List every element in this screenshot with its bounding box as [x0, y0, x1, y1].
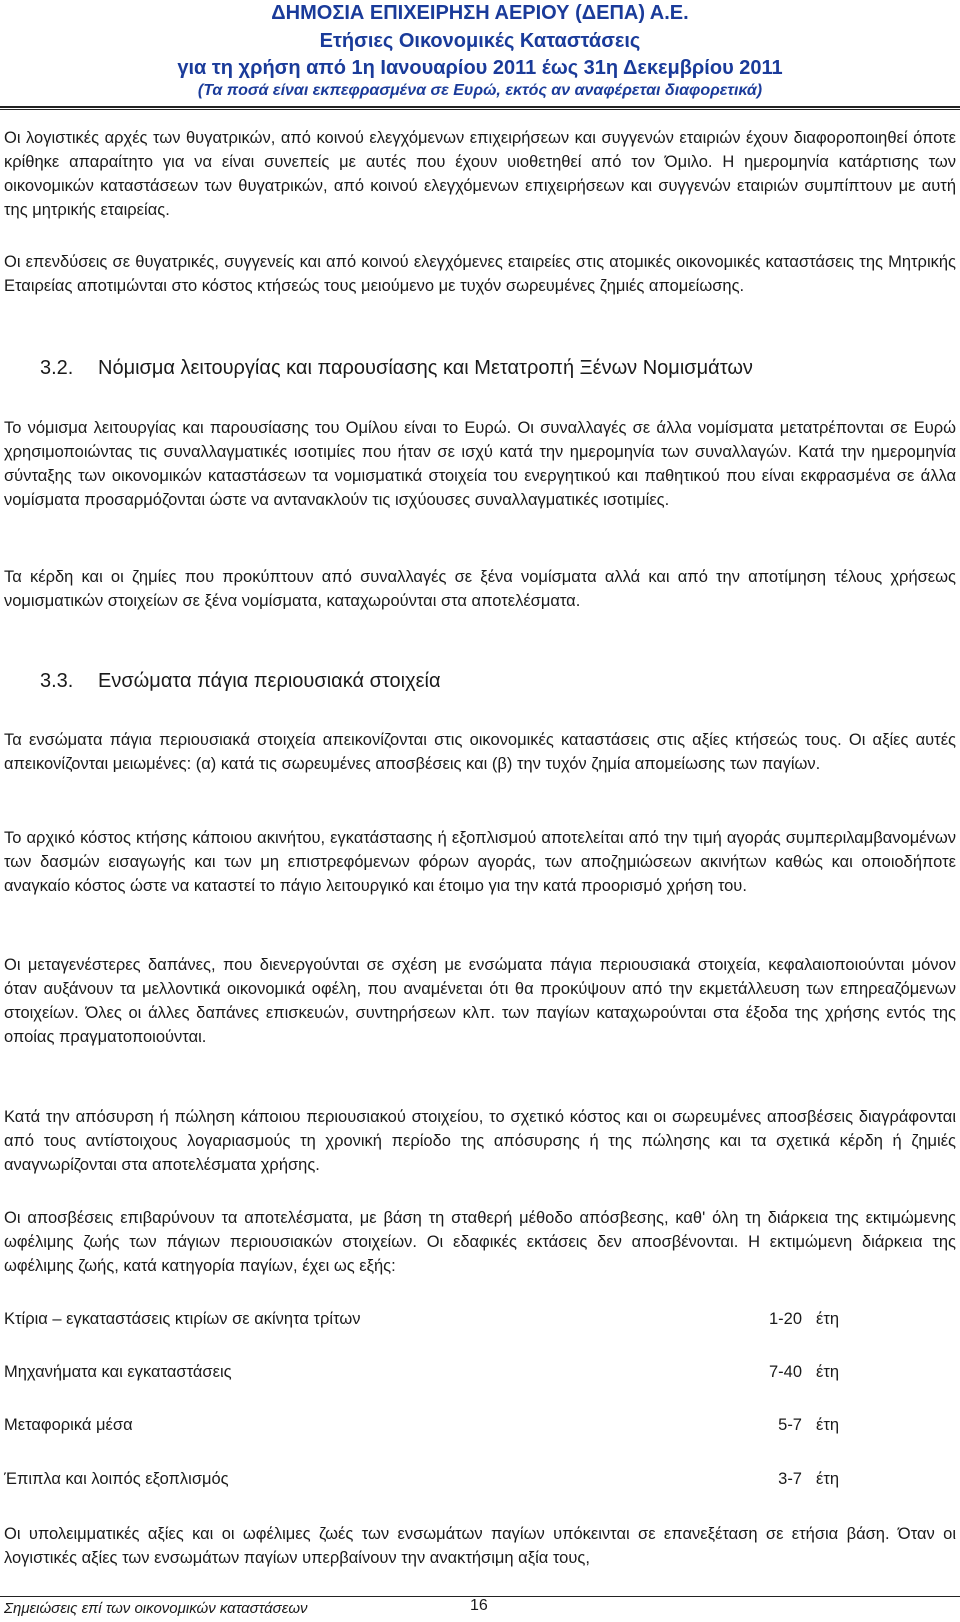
asset-category: Μηχανήματα και εγκαταστάσεις	[4, 1363, 232, 1381]
paragraph-functional-currency: Το νόμισμα λειτουργίας και παρουσίασης του Ομίλου είναι το Ευρώ. Οι συναλλαγές σε άλλα νομίσματα μετατρέπονται σε Ευρώ χρησιμοποιώντας τις συναλλαγματικές ισοτιμίες που ήταν σε ισχύ κατά την ημερομηνία των συναλλαγών. Κατά την ημερομηνία σύνταξης των οικονομικών καταστάσεων τα νομισματικά στοιχεία του ενεργητικού και παθητικού που είναι εκφρασμένα σε άλλα νομίσματα προσαρμόζονται ώστε να αντανακλούν τις ισχύουσες συναλλαγματικές ισοτιμίες.	[4, 419, 956, 509]
header-divider-thin	[0, 109, 960, 110]
document-title: Ετήσιες Οικονομικές Καταστάσεις	[319, 30, 641, 52]
paragraph-accounting-policies: Οι λογιστικές αρχές των θυγατρικών, από κοινού ελεγχόμενων επιχειρήσεων και συγγενών εταιριών έχουν διαφοροποιηθεί όποτε κρίθηκε απαραίτητο για να είναι συνεπείς με αυτές που έχουν υιοθετηθεί από τον Όμιλο. Η ημερομηνία κατάρτισης των οικονομικών καταστάσεων των θυγατρικών, από κοινού ελεγχόμενων επιχειρήσεων και συγγενών εταιριών συμπίπτουν με αυτή της μητρικής εταιρείας.	[4, 129, 956, 219]
useful-life-years: 7-40	[768, 1363, 802, 1381]
section-number: 3.3.	[40, 670, 74, 692]
footer-label: Σημειώσεις επί των οικονομικών καταστάσεων	[4, 1600, 308, 1617]
section-heading-3-3	[40, 670, 441, 693]
useful-life-years: 1-20	[768, 1310, 802, 1328]
years-unit: έτη	[816, 1416, 840, 1434]
section-heading-3-2	[40, 357, 753, 380]
header-divider	[0, 106, 960, 108]
useful-life-row	[4, 1470, 864, 1494]
paragraph-subsequent-expenditure: Οι μεταγενέστερες δαπάνες, που διενεργούνται σε σχέση με ενσώματα πάγια περιουσιακά στοιχεία, κεφαλαιοποιούνται μόνον όταν αυξάνουν τα μελλοντικά οικονομικά οφέλη, που αναμένεται ότι θα προκύψουν από την εκμετάλλευση των επηρεαζόμενων στοιχείων. Όλες οι άλλες δαπάνες επισκευών, συντηρήσεων κλπ. των παγίων καταχωρούνται στα έξοδα της χρήσης εντός της οποίας πραγματοποιούνται.	[4, 956, 956, 1046]
asset-category: Έπιπλα και λοιπός εξοπλισμός	[4, 1470, 229, 1488]
paragraph-fx-gains: Τα κέρδη και οι ζημίες που προκύπτουν από συναλλαγές σε ξένα νομίσματα αλλά και από την αποτίμηση τέλους χρήσεως νομισματικών στοιχείων σε ξένα νομίσματα, καταχωρούνται στα αποτελέσματα.	[4, 568, 956, 610]
asset-category: Κτίρια – εγκαταστάσεις κτιρίων σε ακίνητα τρίτων	[4, 1310, 361, 1328]
company-name: ΔΗΜΟΣΙΑ ΕΠΙΧΕΙΡΗΣΗ ΑΕΡΙΟΥ (ΔΕΠΑ) Α.Ε.	[271, 2, 689, 24]
paragraph-depreciation: Οι αποσβέσεις επιβαρύνουν τα αποτελέσματα, με βάση τη σταθερή μέθοδο απόσβεσης, καθ' όλη τη διάρκεια της εκτιμώμενης ωφέλιμης ζωής των πάγιων περιουσιακών στοιχείων. Οι εδαφικές εκτάσεις δεν αποσβένονται. Η εκτιμώμενη διάρκεια της ωφέλιμης ζωής, κατά κατηγορία παγίων, έχει ως εξής:	[4, 1209, 956, 1275]
section-number: 3.2.	[40, 357, 74, 379]
currency-note: (Τα ποσά είναι εκπεφρασμένα σε Ευρώ, εκτός αν αναφέρεται διαφορετικά)	[197, 82, 763, 99]
years-unit: έτη	[816, 1310, 840, 1328]
section-title: Ενσώματα πάγια περιουσιακά στοιχεία	[98, 670, 441, 692]
paragraph-disposal: Κατά την απόσυρση ή πώληση κάποιου περιουσιακού στοιχείου, το σχετικό κόστος και οι σωρευμένες αποσβέσεις διαγράφονται από τους αντίστοιχους λογαριασμούς τη χρονική περίοδο της απόσυρσης ή της πώλησης και τα σχετικά κέρδη ή ζημιές αναγνωρίζονται στα αποτελέσματα χρήσης.	[4, 1108, 956, 1174]
reporting-period: για τη χρήση από 1η Ιανουαρίου 2011 έως 31η Δεκεμβρίου 2011	[177, 57, 783, 79]
useful-life-years: 5-7	[778, 1416, 802, 1434]
paragraph-residual-values: Οι υπολειμματικές αξίες και οι ωφέλιμες ζωές των ενσωμάτων παγίων υπόκεινται σε επανεξέταση σε ετήσια βάση. Όταν οι λογιστικές αξίες των ενσωμάτων παγίων υπερβαίνουν την ανακτήσιμη αξία τους,	[4, 1525, 956, 1567]
years-unit: έτη	[816, 1363, 840, 1381]
paragraph-initial-cost: Το αρχικό κόστος κτήσης κάποιου ακινήτου, εγκατάστασης ή εξοπλισμού αποτελείται από την τιμή αγοράς συμπεριλαμβανομένων των δασμών εισαγωγής και των μη επιστρεφόμενων φόρων αγοράς, των αποζημιώσεων ακινήτων καθώς και οποιοδήποτε αναγκαίο κόστος ώστε να καταστεί το πάγιο λειτουργικό και έτοιμο για την κατά προορισμό χρήση του.	[4, 829, 956, 895]
paragraph-fixed-assets: Τα ενσώματα πάγια περιουσιακά στοιχεία απεικονίζονται στις οικονομικές καταστάσεις στις αξίες κτήσεώς τους. Οι αξίες αυτές απεικονίζονται μειωμένες: (α) κατά τις σωρευμένες αποσβέσεις και (β) την τυχόν ζημία απομείωσης των παγίων.	[4, 731, 956, 773]
useful-life-row	[4, 1310, 864, 1334]
asset-category: Μεταφορικά μέσα	[4, 1416, 133, 1434]
page-number: 16	[470, 1597, 488, 1614]
useful-life-row	[4, 1363, 864, 1387]
paragraph-investments: Οι επενδύσεις σε θυγατρικές, συγγενείς και από κοινού ελεγχόμενες εταιρείες στις ατομικές οικονομικές καταστάσεις της Μητρικής Εταιρείας αποτιμώνται στο κόστος κτήσεώς τους μειούμενο με τυχόν σωρευμένες ζημιές απομείωσης.	[4, 253, 956, 295]
useful-life-years: 3-7	[778, 1470, 802, 1488]
years-unit: έτη	[816, 1470, 840, 1488]
section-title: Νόμισμα λειτουργίας και παρουσίασης και Μετατροπή Ξένων Νομισμάτων	[98, 357, 753, 379]
useful-life-row	[4, 1416, 864, 1440]
